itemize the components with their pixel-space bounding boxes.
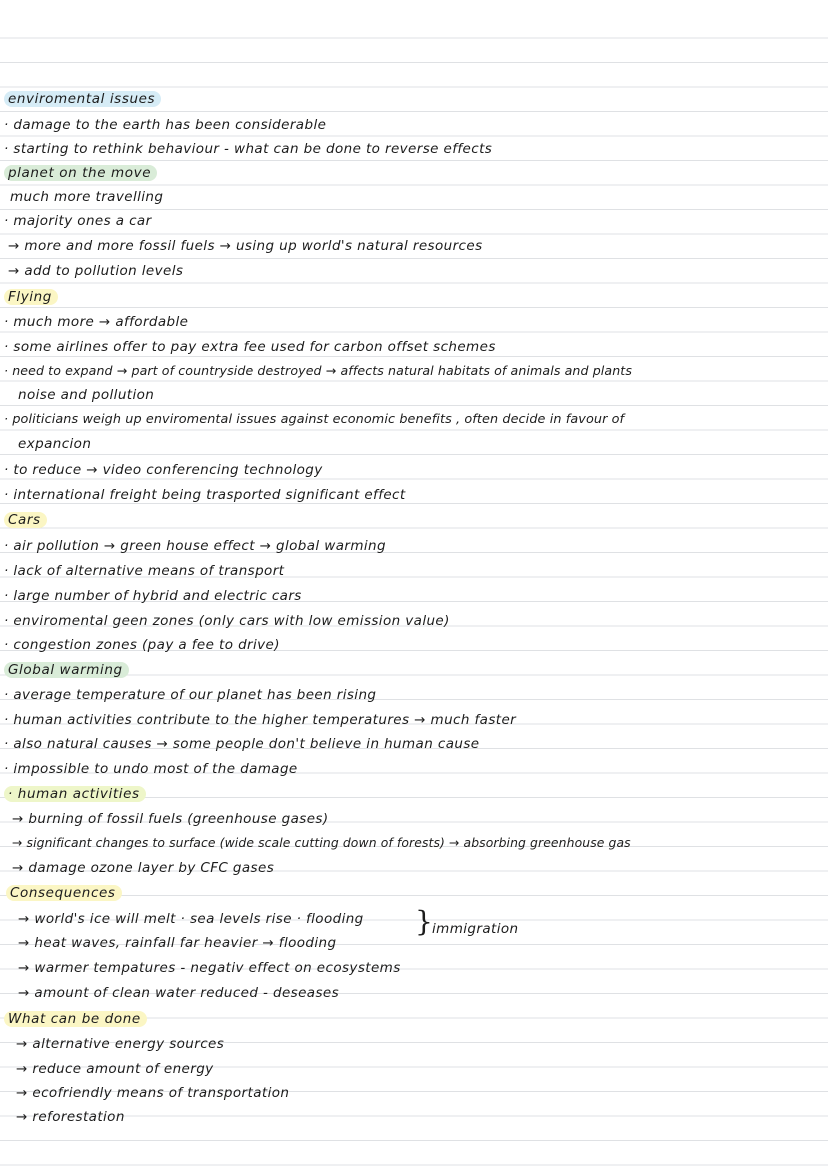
note-line: → significant changes to surface (wide scale cutting down of forests) → absorbing greenhouse gas: [12, 835, 631, 850]
note-line: → amount of clean water reduced - deseases: [18, 985, 340, 1001]
brace-note: immigration: [432, 921, 519, 937]
heading-text: What can be done: [4, 1011, 147, 1027]
section-heading-planet: [4, 164, 157, 182]
note-line: → reforestation: [16, 1109, 125, 1125]
note-line: · lack of alternative means of transport: [4, 563, 285, 579]
note-line: · large number of hybrid and electric cars: [4, 588, 302, 604]
note-line: noise and pollution: [18, 387, 155, 403]
section-heading-what-can-be-done: [4, 1010, 147, 1028]
note-line: · also natural causes → some people don't believe in human cause: [4, 736, 480, 752]
heading-text: enviromental issues: [4, 91, 161, 107]
heading-text: Flying: [4, 289, 58, 305]
heading-text: Consequences: [6, 885, 122, 901]
heading-text: planet on the move: [4, 165, 157, 181]
brace-icon: }: [415, 905, 433, 938]
note-line: → damage ozone layer by CFC gases: [12, 860, 275, 876]
note-line: → world's ice will melt · sea levels rise · flooding: [18, 911, 364, 927]
note-line: · congestion zones (pay a fee to drive): [4, 637, 280, 653]
heading-text: · human activities: [4, 786, 146, 802]
note-line: · much more → affordable: [4, 314, 189, 330]
note-line: → ecofriendly means of transportation: [16, 1085, 290, 1101]
note-line: → alternative energy sources: [16, 1036, 225, 1052]
note-line: → reduce amount of energy: [16, 1061, 214, 1077]
note-line: · damage to the earth has been considerable: [4, 117, 327, 133]
note-line: → burning of fossil fuels (greenhouse gases): [12, 811, 329, 827]
note-line: · air pollution → green house effect → global warming: [4, 538, 386, 554]
note-line: → warmer tempatures - negativ effect on ecosystems: [18, 960, 401, 976]
section-heading-consequences: [6, 884, 122, 902]
note-line: → heat waves, rainfall far heavier → flooding: [18, 935, 337, 951]
note-line: expancion: [18, 436, 92, 452]
note-line: → more and more fossil fuels → using up world's natural resources: [8, 238, 483, 254]
note-line: · need to expand → part of countryside destroyed → affects natural habitats of animals and plants: [4, 363, 632, 378]
section-heading-human-activities: [4, 785, 146, 803]
heading-text: Cars: [4, 512, 47, 528]
note-line: · politicians weigh up enviromental issues against economic benefits , often decide in favour of: [4, 412, 625, 427]
note-line: · impossible to undo most of the damage: [4, 761, 298, 777]
note-line: · starting to rethink behaviour - what can be done to reverse effects: [4, 141, 493, 157]
note-line: · to reduce → video conferencing technology: [4, 462, 323, 478]
note-line: · human activities contribute to the higher temperatures → much faster: [4, 712, 517, 728]
note-line: · international freight being trasported significant effect: [4, 487, 406, 503]
note-line: · majority ones a car: [4, 213, 152, 229]
note-line: · average temperature of our planet has been rising: [4, 687, 377, 703]
section-heading-cars: [4, 511, 47, 529]
section-heading-flying: [4, 288, 58, 306]
note-line: · enviromental geen zones (only cars with low emission value): [4, 613, 450, 629]
note-line: much more travelling: [10, 189, 164, 205]
note-line: → add to pollution levels: [8, 263, 184, 279]
section-heading-env-issues: [4, 90, 161, 108]
section-heading-global-warming: [4, 661, 129, 679]
heading-text: Global warming: [4, 662, 129, 678]
note-line: · some airlines offer to pay extra fee used for carbon offset schemes: [4, 339, 496, 355]
